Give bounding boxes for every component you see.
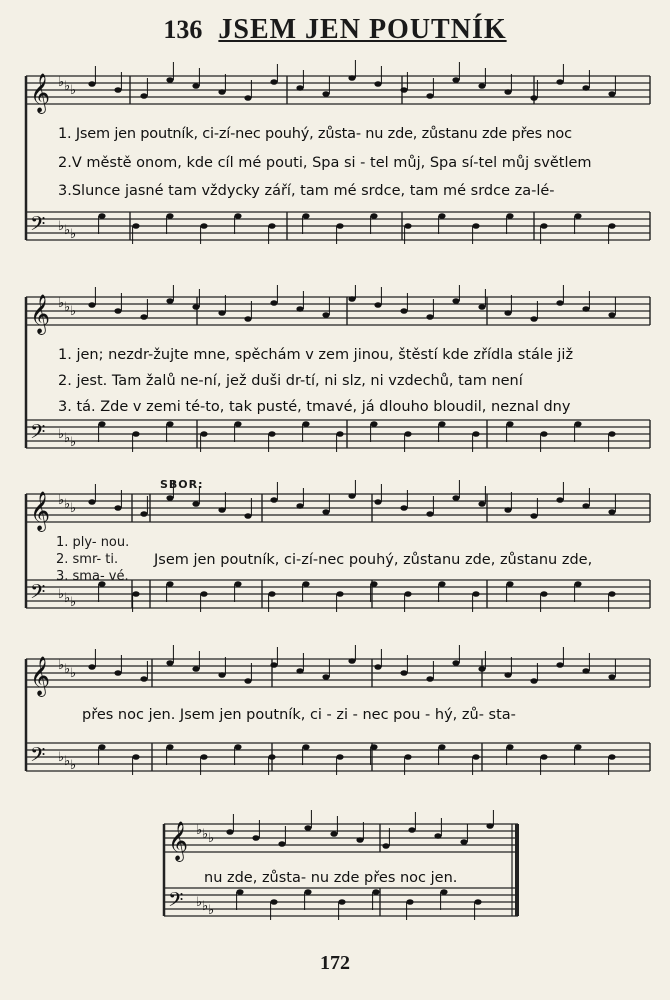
note-head	[268, 223, 275, 229]
note-head	[582, 85, 589, 91]
note-head	[270, 497, 277, 503]
flat-icon: ♭	[70, 83, 77, 98]
note-head	[200, 431, 207, 437]
note-head	[400, 87, 407, 93]
note-head	[582, 306, 589, 312]
note-head	[452, 495, 459, 501]
note-head	[438, 581, 445, 587]
note-head	[478, 83, 485, 89]
note-head	[140, 511, 147, 517]
ending-3: 3. sma- vé.	[56, 569, 129, 584]
note-head	[252, 835, 259, 841]
flat-icon: ♭	[58, 658, 65, 673]
flat-icon: ♭	[70, 227, 77, 242]
treble-clef-icon: 𝄞	[168, 821, 189, 861]
note-head	[166, 77, 173, 83]
note-head	[478, 304, 485, 310]
note-head	[540, 431, 547, 437]
note-head	[244, 678, 251, 684]
flat-icon: ♭	[64, 300, 71, 315]
note-head	[296, 85, 303, 91]
note-head	[426, 93, 433, 99]
note-head	[296, 306, 303, 312]
note-head	[374, 302, 381, 308]
note-head	[404, 754, 411, 760]
note-head	[270, 79, 277, 85]
note-head	[166, 495, 173, 501]
note-head	[452, 660, 459, 666]
note-head	[438, 213, 445, 219]
flat-icon: ♭	[64, 662, 71, 677]
note-head	[438, 744, 445, 750]
note-head	[218, 310, 225, 316]
note-head	[348, 75, 355, 81]
note-head	[114, 670, 121, 676]
music-system-3	[22, 480, 652, 640]
note-head	[338, 899, 345, 905]
note-head	[234, 421, 241, 427]
flat-icon: ♭	[64, 591, 71, 606]
note-head	[192, 304, 199, 310]
note-head	[336, 223, 343, 229]
note-head	[452, 77, 459, 83]
note-head	[88, 81, 95, 87]
note-head	[582, 668, 589, 674]
note-head	[440, 889, 447, 895]
note-head	[200, 223, 207, 229]
note-head	[504, 310, 511, 316]
note-head	[322, 91, 329, 97]
note-head	[406, 899, 413, 905]
note-head	[506, 213, 513, 219]
chorus-lyric: nu zde, zůsta- nu zde přes noc jen.	[204, 870, 458, 886]
note-head	[166, 744, 173, 750]
note-head	[302, 581, 309, 587]
note-head	[132, 223, 139, 229]
note-head	[270, 899, 277, 905]
note-head	[132, 754, 139, 760]
note-head	[132, 431, 139, 437]
flat-icon: ♭	[70, 595, 77, 610]
note-head	[400, 670, 407, 676]
note-head	[400, 308, 407, 314]
flat-icon: ♭	[208, 831, 215, 846]
flat-icon: ♭	[58, 75, 65, 90]
flat-icon: ♭	[70, 304, 77, 319]
note-head	[426, 511, 433, 517]
flat-icon: ♭	[58, 427, 65, 442]
flat-icon: ♭	[58, 587, 65, 602]
note-head	[478, 501, 485, 507]
note-head	[98, 744, 105, 750]
bass-clef-icon: 𝄢	[168, 888, 184, 916]
note-head	[278, 841, 285, 847]
verse-1-line: 1. jen; nezdr-žujte mne, spěchám v zem jinou, štěstí kde zřídla stále již	[58, 347, 574, 363]
treble-clef-icon: 𝄞	[30, 491, 51, 531]
note-head	[608, 591, 615, 597]
note-head	[370, 213, 377, 219]
note-head	[426, 314, 433, 320]
note-head	[506, 421, 513, 427]
note-head	[166, 298, 173, 304]
note-head	[574, 744, 581, 750]
note-head	[408, 827, 415, 833]
grand-staff-4	[22, 645, 652, 805]
ending-1: 1. ply- nou.	[56, 535, 130, 550]
note-head	[374, 499, 381, 505]
treble-clef-icon: 𝄞	[30, 73, 51, 113]
flat-icon: ♭	[64, 754, 71, 769]
note-head	[114, 87, 121, 93]
music-system-5	[160, 810, 520, 950]
chorus-lyric: Jsem jen poutník, ci-zí-nec pouhý, zůstanu zde, zůstanu zde,	[154, 552, 593, 568]
flat-icon: ♭	[64, 497, 71, 512]
note-head	[270, 662, 277, 668]
note-head	[270, 300, 277, 306]
note-head	[140, 314, 147, 320]
flat-icon: ♭	[196, 895, 203, 910]
note-head	[336, 754, 343, 760]
verse-3-line: 3. tá. Zde v zemi té-to, tak pusté, tmavé, já dlouho bloudil, neznal dny	[58, 399, 571, 415]
note-head	[336, 431, 343, 437]
note-head	[472, 223, 479, 229]
note-head	[330, 831, 337, 837]
page-number: 172	[320, 952, 350, 974]
note-head	[268, 431, 275, 437]
note-head	[530, 95, 537, 101]
note-head	[140, 93, 147, 99]
note-head	[296, 668, 303, 674]
note-head	[226, 829, 233, 835]
flat-icon: ♭	[70, 501, 77, 516]
note-head	[88, 302, 95, 308]
note-head	[236, 889, 243, 895]
note-head	[372, 889, 379, 895]
flat-icon: ♭	[70, 435, 77, 450]
note-head	[98, 421, 105, 427]
note-head	[218, 89, 225, 95]
note-head	[166, 421, 173, 427]
note-head	[608, 312, 615, 318]
flat-icon: ♭	[70, 758, 77, 773]
note-head	[400, 505, 407, 511]
note-head	[506, 744, 513, 750]
note-head	[244, 316, 251, 322]
flat-icon: ♭	[58, 219, 65, 234]
note-head	[370, 744, 377, 750]
note-head	[556, 79, 563, 85]
note-head	[530, 678, 537, 684]
note-head	[192, 666, 199, 672]
note-head	[540, 754, 547, 760]
note-head	[530, 513, 537, 519]
note-head	[556, 300, 563, 306]
note-head	[192, 501, 199, 507]
flat-icon: ♭	[202, 899, 209, 914]
note-head	[504, 89, 511, 95]
note-head	[98, 213, 105, 219]
note-head	[608, 754, 615, 760]
verse-2-line: 2.V městě onom, kde cíl mé pouti, Spa si - tel můj, Spa sí-tel můj světlem	[58, 155, 592, 171]
note-head	[574, 421, 581, 427]
hymn-number: 136	[163, 15, 203, 44]
flat-icon: ♭	[64, 79, 71, 94]
note-head	[370, 581, 377, 587]
note-head	[234, 213, 241, 219]
note-head	[132, 591, 139, 597]
chorus-lyric: přes noc jen. Jsem jen poutník, ci - zi - nec pou - hý, zů- sta-	[82, 707, 516, 723]
note-head	[304, 889, 311, 895]
verse-endings	[56, 534, 129, 585]
bass-clef-icon: 𝄢	[30, 420, 46, 448]
note-head	[506, 581, 513, 587]
flat-icon: ♭	[64, 223, 71, 238]
note-head	[540, 223, 547, 229]
note-head	[574, 581, 581, 587]
note-head	[608, 674, 615, 680]
note-head	[370, 421, 377, 427]
flat-icon: ♭	[196, 823, 203, 838]
note-head	[574, 213, 581, 219]
note-head	[114, 308, 121, 314]
note-head	[88, 664, 95, 670]
note-head	[608, 431, 615, 437]
note-head	[486, 823, 493, 829]
ending-2: 2. smr- ti.	[56, 552, 119, 567]
note-head	[434, 833, 441, 839]
note-head	[166, 581, 173, 587]
bass-clef-icon: 𝄢	[30, 743, 46, 771]
note-head	[218, 507, 225, 513]
note-head	[268, 591, 275, 597]
note-head	[404, 591, 411, 597]
note-head	[140, 676, 147, 682]
page-header	[0, 14, 670, 46]
note-head	[296, 503, 303, 509]
note-head	[268, 754, 275, 760]
flat-icon: ♭	[58, 296, 65, 311]
treble-clef-icon: 𝄞	[30, 294, 51, 334]
note-head	[404, 223, 411, 229]
note-head	[504, 507, 511, 513]
flat-icon: ♭	[70, 666, 77, 681]
note-head	[608, 91, 615, 97]
note-head	[322, 674, 329, 680]
bass-clef-icon: 𝄢	[30, 212, 46, 240]
verse-2-line: 2. jest. Tam žalů ne-ní, jež duši dr-tí, ni slz, ni vzdechů, tam není	[58, 373, 523, 389]
note-head	[472, 754, 479, 760]
note-head	[348, 658, 355, 664]
flat-icon: ♭	[64, 431, 71, 446]
note-head	[200, 591, 207, 597]
bass-clef-icon: 𝄢	[30, 580, 46, 608]
flat-icon: ♭	[58, 750, 65, 765]
note-head	[348, 296, 355, 302]
note-head	[472, 431, 479, 437]
note-head	[438, 421, 445, 427]
note-head	[356, 837, 363, 843]
note-head	[374, 81, 381, 87]
note-head	[478, 666, 485, 672]
verse-3-line: 3.Slunce jasné tam vždycky září, tam mé srdce, tam mé srdce za-lé-	[58, 183, 555, 199]
note-head	[556, 497, 563, 503]
note-head	[218, 672, 225, 678]
note-head	[348, 493, 355, 499]
note-head	[582, 503, 589, 509]
note-head	[302, 421, 309, 427]
note-head	[472, 591, 479, 597]
music-system-1	[22, 60, 652, 275]
note-head	[244, 513, 251, 519]
note-head	[608, 223, 615, 229]
hymn-title: JSEM JEN POUTNÍK	[218, 14, 507, 45]
note-head	[244, 95, 251, 101]
note-head	[304, 825, 311, 831]
note-head	[540, 591, 547, 597]
flat-icon: ♭	[202, 827, 209, 842]
verse-1-line: 1. Jsem jen poutník, ci-zí-nec pouhý, zůsta- nu zde, zůstanu zde přes noc	[58, 126, 572, 142]
flat-icon: ♭	[208, 903, 215, 918]
note-head	[166, 660, 173, 666]
note-head	[322, 509, 329, 515]
note-head	[608, 509, 615, 515]
note-head	[192, 83, 199, 89]
note-head	[530, 316, 537, 322]
note-head	[200, 754, 207, 760]
note-head	[474, 899, 481, 905]
note-head	[234, 744, 241, 750]
note-head	[336, 591, 343, 597]
note-head	[452, 298, 459, 304]
note-head	[234, 581, 241, 587]
note-head	[302, 213, 309, 219]
note-head	[404, 431, 411, 437]
note-head	[460, 839, 467, 845]
note-head	[88, 499, 95, 505]
music-system-4	[22, 645, 652, 805]
note-head	[302, 744, 309, 750]
note-head	[504, 672, 511, 678]
chorus-label: SBOR:	[160, 478, 204, 491]
note-head	[382, 843, 389, 849]
note-head	[556, 662, 563, 668]
music-system-2	[22, 285, 652, 485]
note-head	[322, 312, 329, 318]
note-head	[426, 676, 433, 682]
note-head	[166, 213, 173, 219]
treble-clef-icon: 𝄞	[30, 656, 51, 696]
note-head	[114, 505, 121, 511]
note-head	[374, 664, 381, 670]
flat-icon: ♭	[58, 493, 65, 508]
